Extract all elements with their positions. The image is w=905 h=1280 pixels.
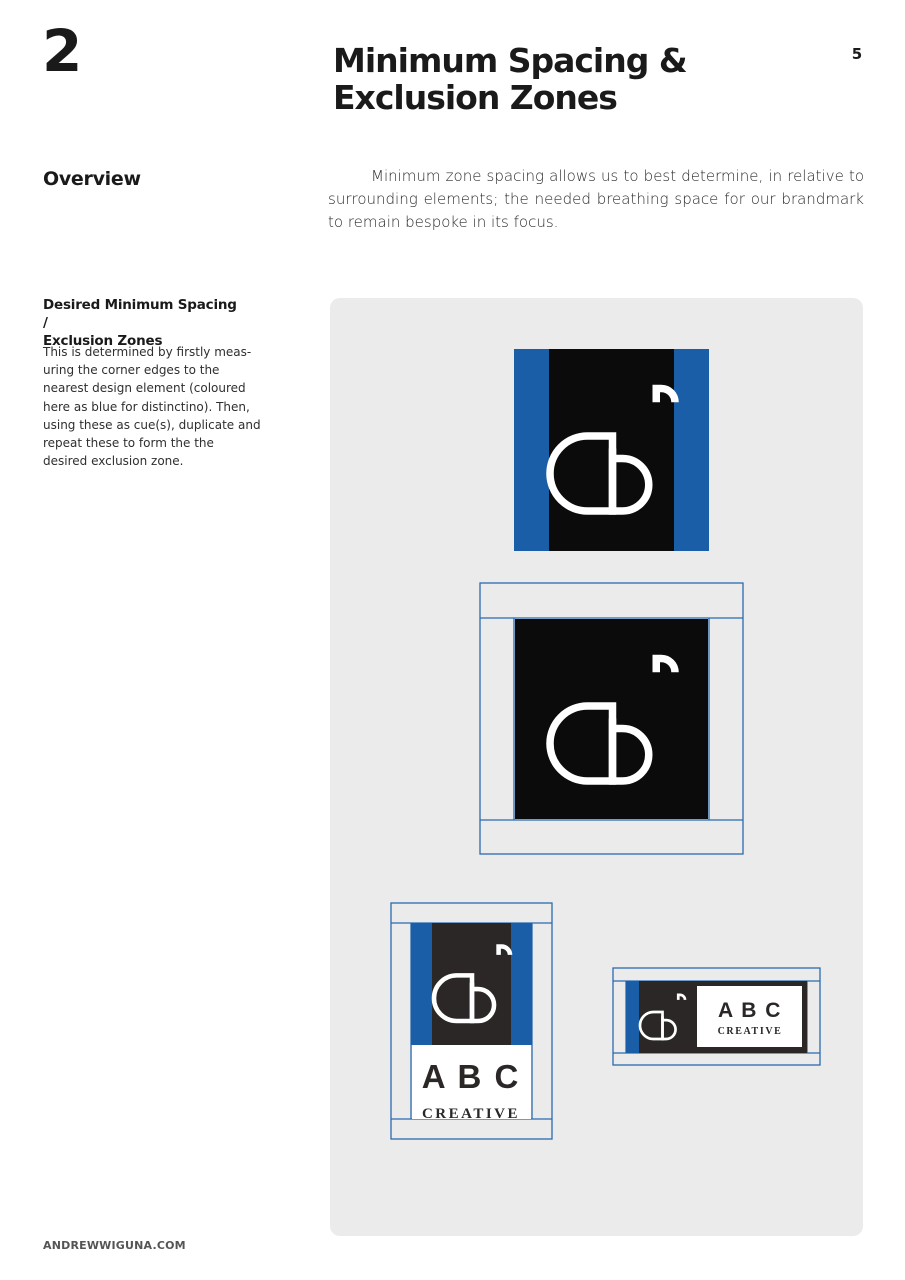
page-number: 5 — [851, 45, 863, 63]
section-description: This is determined by firstly meas-uring the corner edges to the nearest design element (coloured here as blue for distinctino). Then, using these as cue(s), duplicate and repeat these to form the the desired exclusion zone. — [43, 345, 261, 469]
stacked-lockup-exclusion-zone — [391, 903, 552, 1139]
wordmark-subtitle: CREATIVE — [717, 1026, 783, 1037]
right-margin-block — [674, 349, 709, 551]
logo-with-side-margins — [514, 349, 709, 551]
wordmark-letters: A B C — [718, 999, 782, 1022]
footer-website: ANDREWWIGUNA.COM — [43, 1239, 186, 1252]
page-title-line-2: Exclusion Zones — [333, 78, 617, 117]
left-margin-block — [514, 349, 549, 551]
chapter-number: 2 — [42, 17, 81, 85]
horizontal-lockup-exclusion-zone — [613, 968, 820, 1065]
wordmark-subtitle: CREATIVE — [421, 1106, 521, 1122]
intro-paragraph: Minimum zone spacing allows us to best determine, in relative to surrounding elements; the needed breathing space for our brandmark to remain bespoke in its focus. — [328, 167, 864, 231]
wordmark-letters: A B C — [421, 1058, 521, 1095]
page-title-line-1: Minimum Spacing & — [333, 41, 687, 80]
section-heading-line-1: Desired Minimum Spacing / — [43, 297, 237, 331]
section-heading-line-2: Exclusion Zones — [43, 333, 163, 349]
overview-heading: Overview — [43, 168, 141, 190]
